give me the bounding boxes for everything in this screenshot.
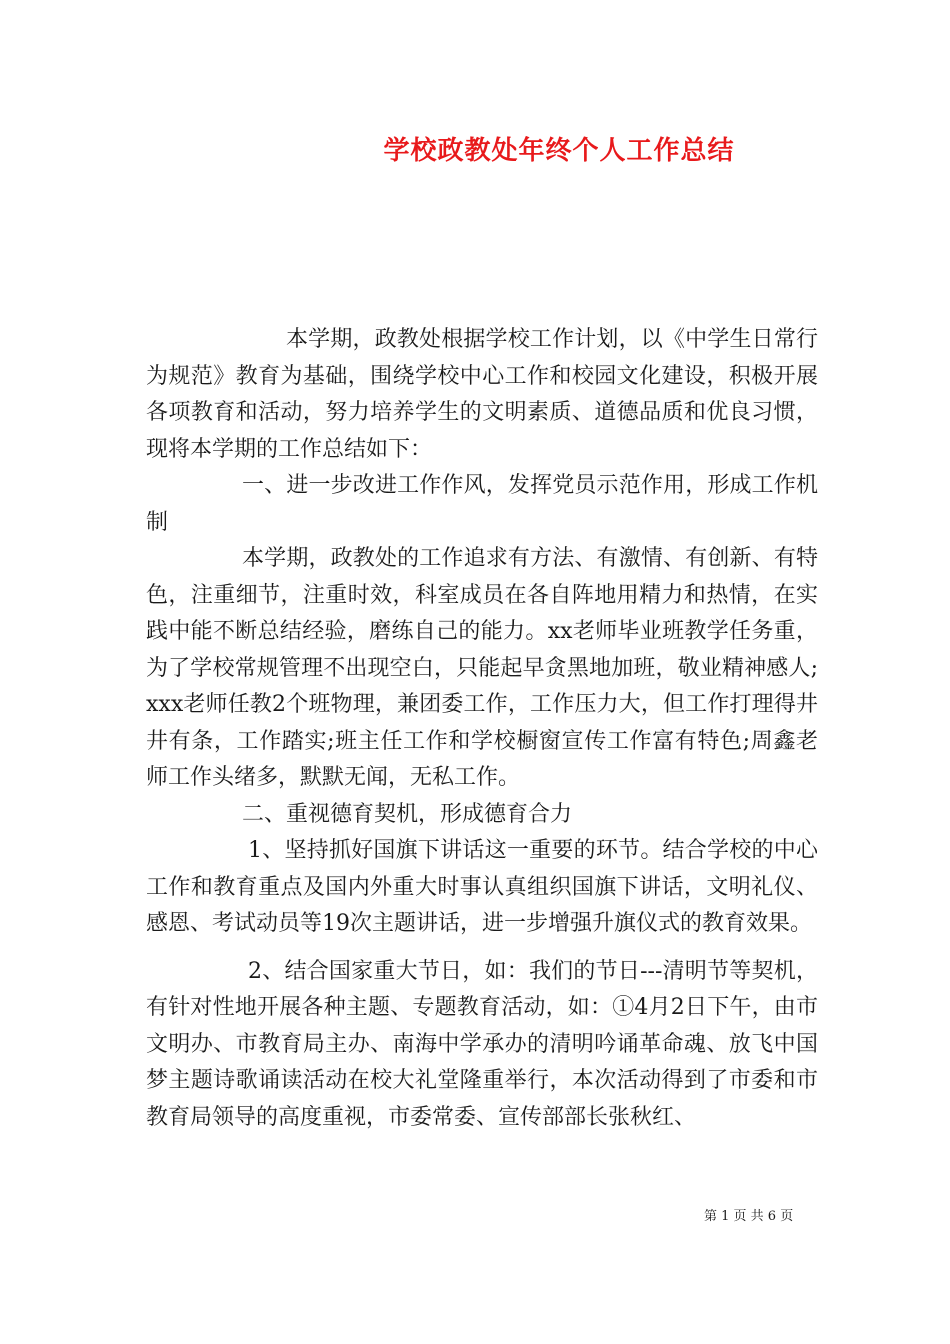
document-body <box>146 322 818 1136</box>
section-heading-1: 一、进一步改进工作作风，发挥党员示范作用，形成工作机制 <box>146 473 818 535</box>
body-paragraph: 2、结合国家重大节日，如：我们的节日---清明节等契机，有针对性地开展各种主题、专题教育活动，如：①4月2日下午，由市文明办、市教育局主办、南海中学承办的清明吟诵革命魂、放飞中国梦主题诗歌诵读活动在校大礼堂隆重举行，本次活动得到了市委和市教育局领导的高度重视，市委常委、宣传部部长张秋红、 <box>146 958 818 1130</box>
page-number: 第 1 页 共 6 页 <box>704 1209 794 1224</box>
intro-paragraph: 本学期，政教处根据学校工作计划，以《中学生日常行为规范》教育为基础，围绕学校中心工作和校园文化建设，积极开展各项教育和活动，努力培养学生的文明素质、道德品质和优良习惯，现将本学期的工作总结如下： <box>146 327 818 462</box>
document-title: 学校政教处年终个人工作总结 <box>383 136 735 166</box>
body-paragraph: 1、坚持抓好国旗下讲话这一重要的环节。结合学校的中心工作和教育重点及国内外重大时事认真组织国旗下讲话，文明礼仪、感恩、考试动员等19次主题讲话，进一步增强升旗仪式的教育效果。 <box>146 838 818 936</box>
body-paragraph: 本学期，政教处的工作追求有方法、有激情、有创新、有特色，注重细节，注重时效，科室成员在各自阵地用精力和热情，在实践中能不断总结经验，磨练自己的能力。xx老师毕业班教学任务重，为了学校常规管理不出现空白，只能起早贪黑地加班，敬业精神感人;xxx老师任教2个班物理，兼团委工作，工作压力大，但工作打理得井井有条，工作踏实;班主任工作和学校橱窗宣传工作富有特色;周鑫老师工作头绪多，默默无闻，无私工作。 <box>146 546 818 790</box>
section-heading-2: 二、重视德育契机，形成德育合力 <box>242 801 573 827</box>
